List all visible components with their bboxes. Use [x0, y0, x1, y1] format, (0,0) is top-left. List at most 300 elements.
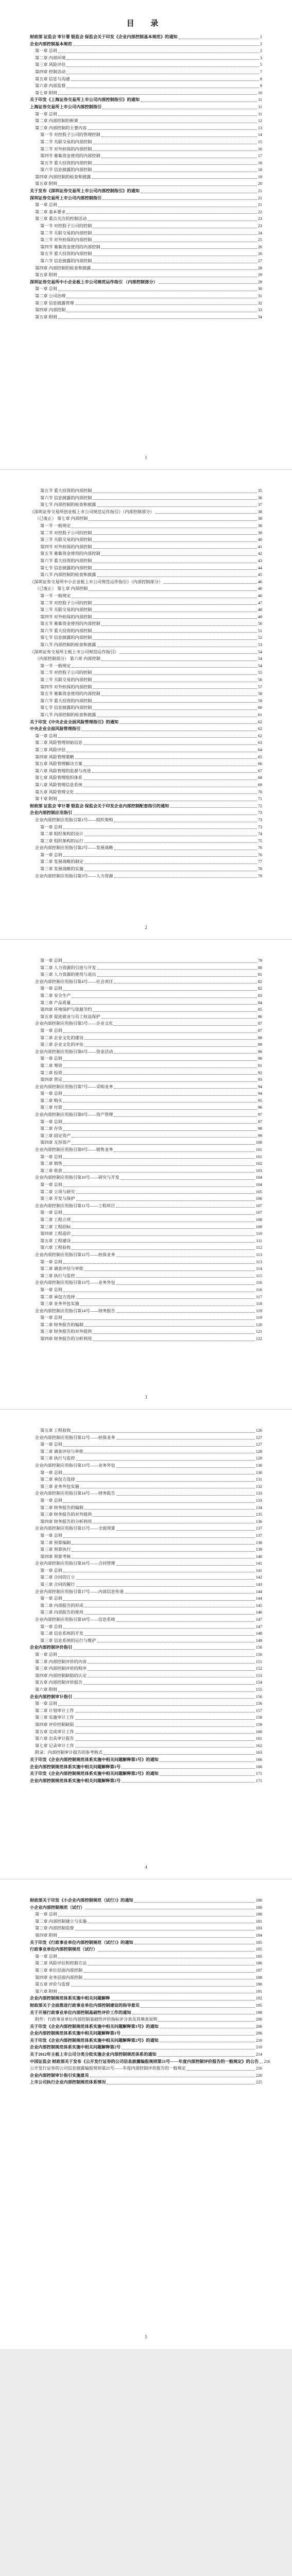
toc-entry[interactable] [30, 1321, 262, 1329]
toc-entry[interactable] [30, 131, 262, 139]
toc-entry[interactable] [30, 858, 262, 866]
toc-entry[interactable] [30, 1735, 262, 1742]
toc-entry[interactable] [30, 1062, 262, 1070]
toc-entry[interactable] [30, 1995, 262, 2002]
toc-entry-title: 第七节 内部控制的检查和披露 [40, 502, 96, 507]
toc-entry-title: 第一章 总则 [35, 1701, 57, 1706]
toc-entry[interactable] [30, 957, 262, 964]
toc-entry[interactable] [30, 1273, 262, 1280]
toc-entry[interactable] [30, 96, 262, 104]
toc-entry[interactable] [30, 1644, 262, 1651]
toc-entry[interactable] [30, 111, 262, 118]
toc-entry[interactable] [30, 495, 262, 502]
toc-leader-dots [75, 1712, 255, 1713]
toc-entry[interactable] [30, 1946, 262, 1953]
toc-entry[interactable] [30, 641, 262, 649]
toc-entry[interactable] [30, 1265, 262, 1273]
toc-entry[interactable] [30, 146, 262, 153]
toc-entry[interactable] [30, 1041, 262, 1048]
toc-entry[interactable] [30, 82, 262, 90]
toc-entry[interactable] [30, 1532, 262, 1539]
toc-entry[interactable] [30, 1525, 262, 1532]
toc-entry[interactable] [30, 1665, 262, 1672]
toc-entry[interactable] [30, 684, 262, 691]
toc-entry[interactable] [30, 1097, 262, 1105]
toc-entry[interactable] [30, 279, 262, 286]
toc-entry-page: 94 [257, 1084, 262, 1089]
toc-entry-title: 关于印发《企业内部控制规范体系实施中相关问题解释第2号》的通知 [30, 2038, 159, 2043]
toc-entry[interactable] [30, 852, 262, 859]
toc-entry[interactable] [30, 300, 262, 307]
toc-entry[interactable] [30, 1981, 262, 1988]
toc-entry[interactable] [30, 2037, 262, 2044]
toc-entry-title: 第四章 控制活动 [35, 69, 66, 74]
toc-entry[interactable] [30, 873, 262, 880]
toc-entry[interactable] [30, 1749, 262, 1756]
toc-entry[interactable] [30, 992, 262, 999]
toc-entry[interactable] [30, 1118, 262, 1126]
toc-entry-title: （已废止） 第七章 内部控制 [35, 516, 88, 521]
toc-entry[interactable] [30, 117, 262, 125]
toc-entry[interactable] [30, 1581, 262, 1588]
toc-entry-page: 185 [255, 1947, 262, 1952]
toc-entry-title: 第一章 总则 [40, 1119, 62, 1124]
toc-entry[interactable] [30, 1259, 262, 1266]
toc-entry[interactable] [30, 1602, 262, 1609]
toc-entry[interactable] [30, 628, 262, 635]
toc-entry-title: 企业内部控制应用指引第11号——工程项目 [35, 1203, 115, 1208]
toc-entry[interactable] [30, 719, 262, 726]
toc-entry-page: 22 [257, 209, 262, 214]
toc-entry[interactable] [30, 1335, 262, 1343]
toc-entry[interactable] [30, 795, 262, 803]
toc-entry[interactable] [30, 1189, 262, 1196]
toc-entry[interactable] [30, 1167, 262, 1175]
toc-entry[interactable] [30, 838, 262, 845]
toc-entry[interactable] [30, 215, 262, 223]
toc-entry[interactable] [30, 1020, 262, 1027]
toc-entry-title: 第三章 重点关注的控制活动 [35, 216, 87, 222]
toc-entry-title: 第一章 总则 [40, 1315, 62, 1320]
toc-entry-page: 210 [255, 2038, 262, 2043]
toc-entry[interactable] [30, 831, 262, 838]
toc-entry[interactable] [30, 733, 262, 740]
toc-entry[interactable] [30, 844, 262, 852]
toc-entry[interactable] [30, 739, 262, 747]
toc-entry[interactable] [30, 1686, 262, 1693]
toc-entry[interactable] [30, 669, 262, 676]
toc-entry[interactable] [30, 747, 262, 754]
toc-entry[interactable] [30, 1209, 262, 1216]
toc-entry[interactable] [30, 1967, 262, 1974]
toc-entry[interactable] [30, 1434, 262, 1442]
toc-entry[interactable] [30, 565, 262, 572]
toc-entry-title: 第一章 总则 [35, 202, 57, 208]
toc-entry[interactable] [30, 1609, 262, 1616]
toc-entry[interactable] [30, 1651, 262, 1658]
toc-entry[interactable] [30, 768, 262, 775]
toc-entry-page: 5 [260, 62, 262, 67]
toc-entry[interactable] [30, 620, 262, 628]
toc-entry[interactable] [30, 285, 262, 293]
toc-entry[interactable] [30, 1553, 262, 1561]
toc-entry-title: 第三节 关联交易的内部控制 [40, 677, 92, 683]
toc-entry[interactable] [30, 501, 262, 509]
toc-entry-page: 159 [255, 1722, 262, 1727]
toc-entry[interactable] [30, 69, 262, 76]
toc-entry-page: 171 [255, 1778, 262, 1783]
toc-entry[interactable] [30, 1658, 262, 1666]
toc-entry-title: 企业内部控制应用指引第16号——合同管理 [35, 1561, 115, 1566]
toc-entry[interactable] [30, 1497, 262, 1504]
toc-entry[interactable] [30, 614, 262, 621]
toc-entry[interactable] [30, 1027, 262, 1035]
toc-entry-page: 62 [257, 726, 262, 732]
toc-entry[interactable] [30, 1518, 262, 1526]
toc-entry[interactable] [30, 509, 262, 516]
toc-entry[interactable] [30, 1756, 262, 1764]
toc-entry[interactable] [30, 1328, 262, 1335]
toc-entry[interactable] [30, 1195, 262, 1202]
toc-entry[interactable] [30, 824, 262, 831]
toc-entry[interactable] [30, 1932, 262, 1939]
toc-entry[interactable] [30, 550, 262, 557]
toc-entry[interactable] [30, 971, 262, 978]
toc-entry[interactable] [30, 600, 262, 607]
toc-entry[interactable] [30, 803, 262, 810]
toc-entry[interactable] [30, 139, 262, 146]
toc-entry[interactable] [30, 166, 262, 174]
toc-entry[interactable] [30, 1539, 262, 1547]
toc-entry[interactable] [30, 2009, 262, 2016]
toc-entry[interactable] [30, 1132, 262, 1140]
toc-entry[interactable] [30, 1251, 262, 1259]
toc-entry[interactable] [30, 209, 262, 216]
toc-entry[interactable] [30, 33, 262, 41]
toc-entry-title: 第一章 总则 [40, 824, 62, 829]
toc-entry[interactable] [30, 188, 262, 195]
toc-entry[interactable] [30, 2065, 262, 2072]
toc-entry[interactable] [30, 41, 262, 48]
toc-leader-dots [63, 1600, 255, 1601]
toc-entry[interactable] [30, 1742, 262, 1750]
toc-entry-page: 43 [257, 558, 262, 563]
toc-entry[interactable] [30, 1006, 262, 1013]
toc-entry[interactable] [30, 1230, 262, 1238]
toc-entry[interactable] [30, 1160, 262, 1167]
toc-entry[interactable] [30, 1960, 262, 1967]
toc-entry[interactable] [30, 250, 262, 258]
toc-entry[interactable] [30, 1560, 262, 1567]
toc-entry[interactable] [30, 676, 262, 684]
toc-entry-title: 第四章 财务报告的分析利用 [40, 1519, 92, 1524]
toc-entry[interactable] [30, 1595, 262, 1602]
toc-entry[interactable] [30, 2079, 262, 2086]
toc-entry[interactable] [30, 1013, 262, 1021]
toc-entry-title: 第一章 总则 [40, 1056, 62, 1061]
toc-entry[interactable] [30, 985, 262, 992]
toc-entry[interactable] [30, 585, 262, 592]
toc-entry[interactable] [30, 1623, 262, 1631]
toc-entry[interactable] [30, 515, 262, 522]
toc-entry[interactable] [30, 1104, 262, 1111]
toc-entry[interactable] [30, 1630, 262, 1637]
toc-entry[interactable] [30, 1070, 262, 1077]
toc-entry-page: 156 [255, 1694, 262, 1699]
toc-entry-title: 第一章 总则 [40, 1470, 62, 1475]
toc-entry-title: 第一章 总则 [40, 1091, 62, 1096]
toc-entry[interactable] [30, 487, 262, 495]
toc-entry[interactable] [30, 704, 262, 711]
toc-entry[interactable] [30, 314, 262, 321]
toc-entry-title: 第二章 人力资源的引进与开发 [40, 965, 96, 970]
toc-entry[interactable] [30, 754, 262, 761]
toc-leader-dots [114, 1025, 256, 1026]
toc-entry-page: 181 [255, 1919, 262, 1924]
toc-leader-dots [75, 1733, 255, 1734]
toc-entry[interactable] [30, 2030, 262, 2037]
toc-entry[interactable] [30, 760, 262, 768]
toc-entry[interactable] [30, 1693, 262, 1701]
toc-entry-page: 70 [257, 789, 262, 794]
toc-entry[interactable] [30, 725, 262, 733]
toc-entry[interactable] [30, 1567, 262, 1574]
toc-entry[interactable] [30, 1911, 262, 1918]
toc-entry[interactable] [30, 1490, 262, 1497]
toc-entry[interactable] [30, 1216, 262, 1224]
toc-entry[interactable] [30, 1048, 262, 1056]
toc-entry[interactable] [30, 61, 262, 69]
toc-entry[interactable] [30, 1777, 262, 1785]
toc-entry-page: 33 [257, 308, 262, 313]
toc-leader-dots [93, 534, 257, 535]
toc-entry[interactable] [30, 1483, 262, 1490]
page-number: 1 [145, 455, 147, 460]
toc-entry-page: 90 [257, 1049, 262, 1054]
toc-entry[interactable] [30, 1939, 262, 1946]
toc-entry[interactable] [30, 1202, 262, 1210]
toc-entry[interactable] [30, 223, 262, 230]
toc-entry[interactable] [30, 606, 262, 614]
toc-leader-dots [88, 129, 257, 130]
toc-entry[interactable] [30, 789, 262, 796]
toc-entry[interactable] [30, 809, 262, 817]
toc-entry[interactable] [30, 2002, 262, 2009]
toc-entry[interactable] [30, 2023, 262, 2030]
toc-entry[interactable] [30, 1279, 262, 1286]
toc-entry-page: 9 [260, 83, 262, 89]
toc-entry[interactable] [30, 160, 262, 167]
toc-entry[interactable] [30, 2016, 262, 2023]
toc-entry[interactable] [30, 774, 262, 782]
toc-entry[interactable] [30, 1055, 262, 1062]
toc-entry[interactable] [30, 1294, 262, 1301]
toc-entry[interactable] [30, 663, 262, 670]
toc-entry[interactable] [30, 571, 262, 579]
toc-entry[interactable] [30, 592, 262, 600]
toc-entry[interactable] [30, 1238, 262, 1245]
toc-entry[interactable] [30, 1224, 262, 1231]
toc-entry[interactable] [30, 1427, 262, 1434]
toc-entry[interactable] [30, 1714, 262, 1721]
toc-entry-title: 关于发布《深圳证券交易所上市公司内部控制指引》的通知 [30, 189, 140, 194]
toc-entry[interactable] [30, 1988, 262, 1995]
toc-entry[interactable] [30, 76, 262, 83]
toc-entry[interactable] [30, 1728, 262, 1736]
toc-entry[interactable] [30, 195, 262, 202]
toc-entry[interactable] [30, 90, 262, 97]
toc-entry[interactable] [30, 1511, 262, 1518]
toc-entry[interactable] [30, 180, 262, 188]
toc-entry[interactable] [30, 1125, 262, 1132]
toc-entry[interactable] [30, 1083, 262, 1091]
toc-entry-page: 138 [255, 1540, 262, 1545]
toc-leader-dots [156, 513, 257, 514]
toc-entry[interactable] [30, 104, 262, 111]
toc-entry[interactable] [30, 2051, 262, 2058]
toc-entry[interactable] [30, 1476, 262, 1483]
toc-entry[interactable] [30, 2044, 262, 2051]
toc-entry[interactable] [30, 1139, 262, 1146]
toc-entry[interactable] [30, 125, 262, 132]
toc-entry-page: 153 [255, 1673, 262, 1678]
toc-entry-page: 69 [257, 782, 262, 787]
toc-entry[interactable] [30, 1764, 262, 1771]
toc-entry-title: 第四章 财务报告的分析利用 [40, 1336, 92, 1342]
toc-entry[interactable] [30, 655, 262, 663]
toc-leader-dots [63, 1130, 257, 1131]
toc-entry-page: 76 [257, 852, 262, 857]
toc-entry[interactable] [30, 1244, 262, 1251]
toc-entry[interactable] [30, 1441, 262, 1448]
toc-entry[interactable] [30, 201, 262, 209]
toc-entry-title: 第三节 关联交易的内部控制 [40, 607, 92, 613]
toc-entry[interactable] [30, 978, 262, 986]
toc-entry[interactable] [30, 152, 262, 160]
toc-entry-title: 关于印发《行政事业单位内部控制规范（试行）》的通知 [30, 1940, 133, 1945]
toc-entry[interactable] [30, 1546, 262, 1553]
toc-entry[interactable] [30, 1181, 262, 1189]
toc-entry[interactable] [30, 1448, 262, 1455]
toc-entry[interactable] [30, 999, 262, 1007]
toc-entry-page: 142 [255, 1575, 262, 1580]
toc-entry[interactable] [30, 579, 262, 586]
toc-entry[interactable] [30, 690, 262, 698]
toc-entry[interactable] [30, 1154, 262, 1161]
toc-entry[interactable] [30, 817, 262, 824]
toc-entry[interactable] [30, 1700, 262, 1707]
toc-entry[interactable] [30, 244, 262, 251]
toc-entry[interactable] [30, 265, 262, 272]
toc-entry[interactable] [30, 964, 262, 972]
toc-entry-title: 第一章 总则 [40, 1596, 62, 1601]
toc-entry[interactable] [30, 782, 262, 789]
toc-entry[interactable] [30, 557, 262, 565]
toc-entry[interactable] [30, 1469, 262, 1477]
toc-entry[interactable] [30, 230, 262, 237]
toc-entry[interactable] [30, 1672, 262, 1680]
toc-entry[interactable] [30, 1721, 262, 1728]
toc-entry[interactable] [30, 1616, 262, 1623]
toc-entry[interactable] [30, 1455, 262, 1462]
toc-entry[interactable] [30, 1637, 262, 1645]
toc-entry[interactable] [30, 530, 262, 537]
toc-entry-page: 180 [255, 1898, 262, 1903]
toc-entry[interactable] [30, 1146, 262, 1154]
toc-entry[interactable] [30, 55, 262, 62]
toc-entry-title: 第五节 募集资金使用的内部控制 [40, 691, 100, 697]
toc-entry-page: 87 [257, 1021, 262, 1026]
toc-entry-page: 28 [257, 265, 262, 270]
toc-entry-title: 第二章 风险评估和控制方法 [35, 1961, 87, 1966]
toc-entry-page: 38 [257, 516, 262, 521]
toc-entry-page: 150 [255, 1645, 262, 1650]
toc-entry[interactable] [30, 1314, 262, 1321]
toc-entry-title: 企业内部控制审计指引实施意见 [30, 2073, 89, 2078]
toc-entry[interactable] [30, 1974, 262, 1981]
toc-entry[interactable] [30, 1897, 262, 1904]
toc-entry[interactable] [30, 258, 262, 265]
toc-entry[interactable] [30, 634, 262, 641]
toc-entry-title: 第七章 附则 [35, 90, 57, 95]
toc-entry[interactable] [30, 866, 262, 873]
toc-entry[interactable] [30, 1090, 262, 1097]
toc-entry[interactable] [30, 236, 262, 244]
toc-entry[interactable] [30, 1918, 262, 1925]
toc-entry-title: 第三章 业务外包实施 [40, 1301, 79, 1307]
toc-entry[interactable] [30, 2072, 262, 2079]
toc-entry[interactable] [30, 711, 262, 719]
toc-entry[interactable] [30, 1925, 262, 1932]
toc-entry[interactable] [30, 536, 262, 544]
toc-entry[interactable] [30, 1111, 262, 1118]
toc-entry[interactable] [30, 1300, 262, 1308]
toc-leader-dots [63, 1172, 255, 1173]
toc-entry[interactable] [30, 307, 262, 314]
toc-entry[interactable] [30, 1076, 262, 1083]
toc-entry[interactable] [30, 698, 262, 705]
toc-entry[interactable] [30, 1707, 262, 1715]
toc-entry-page: 87 [257, 1028, 262, 1033]
toc-leader-dots [84, 1509, 255, 1510]
toc-entry[interactable] [30, 1504, 262, 1512]
toc-entry-page: 84 [257, 1000, 262, 1005]
toc-entry[interactable] [30, 1308, 262, 1315]
toc-entry[interactable] [30, 649, 262, 656]
toc-entry[interactable] [30, 272, 262, 279]
toc-entry[interactable] [30, 1588, 262, 1596]
toc-entry[interactable] [30, 522, 262, 530]
toc-entry[interactable] [30, 293, 262, 300]
toc-entry[interactable] [30, 1770, 262, 1777]
toc-entry[interactable] [30, 1286, 262, 1294]
toc-entry[interactable] [30, 2058, 270, 2065]
toc-entry[interactable] [30, 47, 262, 55]
toc-entry[interactable] [30, 1904, 262, 1911]
toc-entry-title: 第三章 实施审计工作 [35, 1715, 74, 1720]
toc-entry[interactable] [30, 1953, 262, 1960]
toc-entry[interactable] [30, 544, 262, 551]
toc-entry-page: 99 [257, 1133, 262, 1138]
toc-entry[interactable] [30, 1174, 262, 1181]
toc-entry-title: 第二节 对控股子公司的控制 [40, 670, 92, 675]
toc-entry[interactable] [30, 1462, 262, 1469]
toc-entry-title: 第二章 存货 [40, 1126, 62, 1131]
toc-entry[interactable] [30, 1679, 262, 1686]
toc-entry[interactable] [30, 1574, 262, 1581]
toc-entry[interactable] [30, 174, 262, 181]
toc-entry[interactable] [30, 1035, 262, 1042]
